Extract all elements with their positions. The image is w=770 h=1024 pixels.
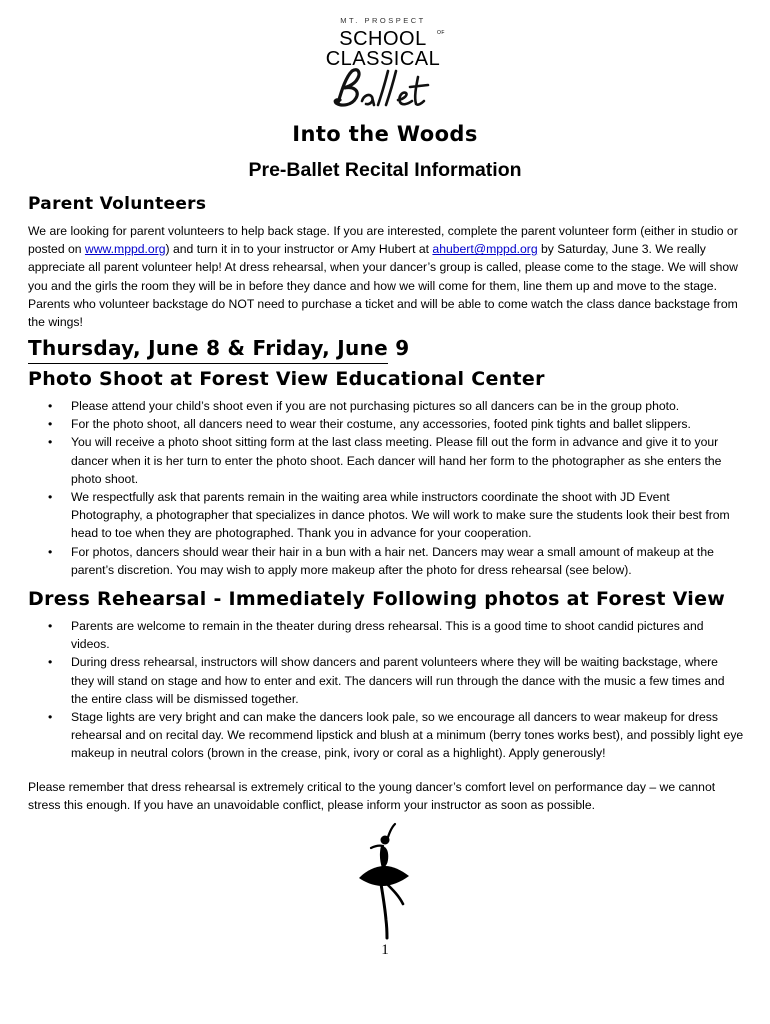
volunteers-paragraph [28,222,744,331]
logo-school-word: SCHOOL [339,28,427,50]
photo-dates-heading: Thursday, June 8 & Friday, June 9 [28,336,410,360]
rehearsal-bullet-2: • During dress rehearsal, instructors will show dancers and parent volunteers where they will be waiting backstage, where they will stand on stage and how to enter and exit. The dancers will run through the dance with the music a few times and the entire class will be dismissed together. [28,653,744,708]
logo-ballet-text [383,111,384,112]
rehearsal-bullet-1: • Parents are welcome to remain in the theater during dress rehearsal. This is a good time to shoot candid pictures and videos. [28,617,744,653]
photo-bullet-1: • Please attend your child’s shoot even if you are not purchasing pictures so all dancers can be in the group photo. [28,397,744,415]
rehearsal-bullet-3: • Stage lights are very bright and can make the dancers look pale, so we encourage all dancers to wear makeup for dress rehearsal and on recital day. We recommend lipstick and blush at a minimum (berry tones works best), and possibly light eye makeup in neutral colors (brown in the crease, pink, ivory or coral as a highlight). Apply generously! [28,708,744,763]
parent-volunteers-heading: Parent Volunteers [28,194,207,214]
photo-bullet-3: • You will receive a photo shoot sitting form at the last class meeting. Please fill out the form in advance and give it to your dancer when it is her turn to enter the photo shoot. Each dancer will hand her form to the photographer as she enters the photo shoot. [28,433,744,488]
logo-of: OF [437,30,445,36]
volunteers-text-1: We are looking for parent volunteers to help back stage. If you are interested, complete the parent volunteer form (either in studio or posted on [28,224,738,257]
recital-title: Into the Woods [292,122,478,146]
logo-school [318,29,448,49]
closing-paragraph: Please remember that dress rehearsal is extremely critical to the young dancer’s comfort level on performance day – we cannot stress this enough. If you have an unavoidable conflict, please inform your instructor as soon as possible. [28,780,716,813]
logo-ballet-script [328,67,438,111]
volunteers-text-3: by Saturday, June 3. We really appreciate all parent volunteer help! At dress rehearsal, when your dancer’s group is called, please come to the stage. We will show you and the girls the room they will be in before they dance and how we will come for them, line them up and move to the stage. Parents who volunteer backstage do NOT need to purchase a ticket and will be able to come watch the class dance backstage from the wings! [28,242,738,330]
dress-rehearsal-list [28,617,744,763]
school-logo [318,14,448,120]
photo-shoot-heading: Photo Shoot at Forest View Educational Center [28,368,545,390]
mppd-website-link[interactable]: www.mppd.org [84,242,166,257]
volunteers-text-2: ) and turn it in to your instructor or Amy Hubert at [165,242,433,257]
ahubert-email-link[interactable]: ahubert@mppd.org [432,242,538,257]
ballerina-silhouette-icon [351,820,417,940]
photo-shoot-list [28,397,744,579]
recital-subtitle: Pre-Ballet Recital Information [248,159,522,181]
dress-rehearsal-heading: Dress Rehearsal - Immediately Following photos at Forest View [28,588,726,610]
logo-mt-prospect: MT. PROSPECT [340,16,426,25]
photo-bullet-5: • For photos, dancers should wear their hair in a bun with a hair net. Dancers may wear a small amount of makeup at the parent’s discretion. You may wish to apply more makeup after the photo for dress rehearsal (see below). [28,543,744,579]
dates-underline [28,363,388,364]
photo-bullet-2: • For the photo shoot, all dancers need to wear their costume, any accessories, footed pink tights and ballet slippers. [28,415,744,433]
photo-bullet-4: • We respectfully ask that parents remain in the waiting area while instructors coordinate the shoot with JD Event Photography, a photographer that specializes in dance photos. We will work to make sure the students look their best from head to toe when they are photographed. Thank you in advance for your cooperation. [28,488,744,543]
page-number: 1 [381,942,389,958]
logo-classical: CLASSICAL [325,48,441,70]
